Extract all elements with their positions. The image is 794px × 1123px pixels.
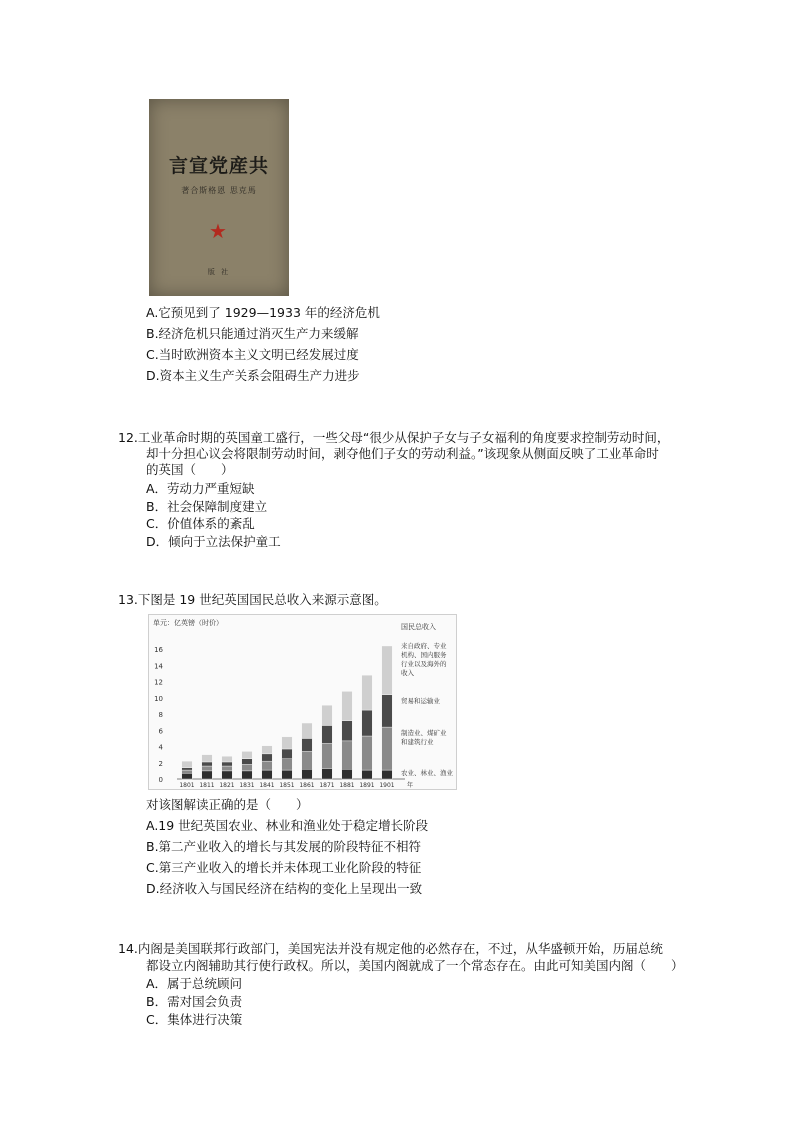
x-tick-label: 1831 xyxy=(239,782,255,789)
x-tick-label: 1851 xyxy=(279,782,295,789)
bar-segment xyxy=(202,755,212,762)
q13-option-b: B.第二产业收入的增长与其发展的阶段特征不相符 xyxy=(146,839,422,854)
q11-option-c: C.当时欧洲资本主义文明已经发展过度 xyxy=(146,347,359,362)
bar-segment xyxy=(362,770,372,779)
bar-segment xyxy=(362,675,372,710)
x-tick-label: 1841 xyxy=(259,782,275,789)
legend-manufacturing-label: 制造业、煤矿业和建筑行业 xyxy=(401,729,447,746)
q12-option-c: C．价值体系的紊乱 xyxy=(146,516,255,531)
legend-agriculture-label: 农业、林业、渔业 xyxy=(401,769,453,777)
bar-segment xyxy=(182,761,192,767)
x-axis-suffix: 年 xyxy=(407,782,414,789)
bar-segment xyxy=(282,737,292,749)
x-tick-label: 1891 xyxy=(359,782,375,789)
bar-segment xyxy=(242,751,252,758)
bar-segment xyxy=(362,736,372,770)
q12-option-d: D．倾向于立法保护童工 xyxy=(146,534,281,549)
bar-segment xyxy=(322,725,332,743)
bar-segment xyxy=(322,705,332,725)
y-tick-label: 0 xyxy=(158,776,163,784)
q12-option-a: A．劳动力严重短缺 xyxy=(146,481,255,496)
bar-segment xyxy=(342,769,352,779)
book-publisher: 版 社 xyxy=(207,268,231,276)
q14-option-a: A．属于总统顾问 xyxy=(146,976,243,991)
q12-option-b: B．社会保障制度建立 xyxy=(146,499,268,514)
income-chart xyxy=(148,614,457,790)
bar-segment xyxy=(382,770,392,779)
bar-segment xyxy=(182,773,192,779)
bar-segment xyxy=(302,769,312,779)
bar-segment xyxy=(222,756,232,762)
y-tick-label: 10 xyxy=(154,694,163,703)
red-star-icon: ★ xyxy=(209,219,227,243)
q13-stem: 13.下图是 19 世纪英国国民总收入来源示意图。 xyxy=(118,592,387,607)
bar-segment xyxy=(322,768,332,779)
y-tick-label: 6 xyxy=(158,727,163,736)
q11-option-d: D.资本主义生产关系会阻碍生产力进步 xyxy=(146,368,360,383)
x-tick-label: 1861 xyxy=(299,782,315,789)
bar-segment xyxy=(182,770,192,773)
bar-segment xyxy=(262,770,272,779)
q13-question: 对该图解读正确的是（ ） xyxy=(146,797,309,812)
bar-segment xyxy=(242,759,252,765)
y-tick-label: 14 xyxy=(154,662,163,671)
bar-segment xyxy=(222,762,232,766)
legend-trade-label: 贸易和运输业 xyxy=(401,697,440,705)
bar-segment xyxy=(322,743,332,768)
bar-segment xyxy=(282,749,292,759)
q14-option-c: C．集体进行决策 xyxy=(146,1012,243,1027)
bar-segment xyxy=(282,770,292,779)
bar-segment xyxy=(342,691,352,720)
bar-segment xyxy=(202,762,212,766)
bar-segment xyxy=(302,751,312,769)
y-tick-label: 4 xyxy=(158,743,163,752)
q11-option-b: B.经济危机只能通过消灭生产力来缓解 xyxy=(146,326,359,341)
bar-segment xyxy=(342,721,352,741)
bar-segment xyxy=(182,768,192,770)
q14-option-b: B．需对国会负责 xyxy=(146,994,243,1009)
chart-unit-label: 单元：亿英镑（时价） xyxy=(153,619,223,627)
book-authors: 著合斯格恩 思克馬 xyxy=(181,186,257,195)
bar-segment xyxy=(362,710,372,736)
q12-stem-line-2: 却十分担心议会将限制劳动时间，剥夺他们子女的劳动利益。”该现象从侧面反映了工业革命时 xyxy=(146,446,659,461)
bar-segment xyxy=(262,754,272,761)
q13-option-d: D.经济收入与国民经济在结构的变化上呈现出一致 xyxy=(146,881,423,896)
bar-segment xyxy=(302,723,312,738)
bar-segment xyxy=(382,695,392,727)
bar-segment xyxy=(202,766,212,771)
bar-segment xyxy=(242,771,252,779)
x-tick-label: 1871 xyxy=(319,782,335,789)
bar-segment xyxy=(302,738,312,751)
legend-service-label: 来自政府、专业机构、国内服务行业以及海外的收入 xyxy=(401,642,447,677)
book-title: 言宣党産共 xyxy=(168,155,269,177)
book-cover-image xyxy=(149,99,289,296)
y-tick-label: 12 xyxy=(154,678,163,687)
bar-segment xyxy=(202,771,212,779)
q13-option-c: C.第三产业收入的增长并未体现工业化阶段的特征 xyxy=(146,860,422,875)
bar-segment xyxy=(382,646,392,695)
bar-segment xyxy=(382,727,392,770)
y-tick-label: 8 xyxy=(158,711,163,720)
bar-segment xyxy=(262,746,272,754)
y-tick-label: 2 xyxy=(158,759,163,768)
q12-stem-line-3: 的英国（ ） xyxy=(146,462,234,477)
x-tick-label: 1901 xyxy=(379,782,395,789)
q14-stem-line-1: 14.内阁是美国联邦行政部门，美国宪法并没有规定他的必然存在，不过，从华盛顿开始，历届总统 xyxy=(118,941,663,956)
q14-stem-line-2: 都设立内阁辅助其行使行政权。所以，美国内阁就成了一个常态存在。由此可知美国内阁（ ） xyxy=(146,958,684,973)
q13-option-a: A.19 世纪英国农业、林业和渔业处于稳定增长阶段 xyxy=(146,818,429,833)
legend-total-label: 国民总收入 xyxy=(401,623,436,631)
bar-segment xyxy=(222,771,232,779)
q11-option-a: A.它预见到了 1929—1933 年的经济危机 xyxy=(146,305,380,320)
bar-segment xyxy=(222,766,232,771)
x-tick-label: 1811 xyxy=(199,782,215,789)
bar-segment xyxy=(242,764,252,770)
income-chart-svg xyxy=(149,615,456,789)
x-tick-label: 1801 xyxy=(179,782,195,789)
q12-stem-line-1: 12.工业革命时期的英国童工盛行，一些父母“很少从保护子女与子女福利的角度要求控制劳动时间， xyxy=(118,430,670,445)
x-tick-label: 1821 xyxy=(219,782,235,789)
bar-segment xyxy=(342,741,352,769)
bar-segment xyxy=(262,761,272,770)
y-tick-label: 16 xyxy=(154,646,163,655)
x-tick-label: 1881 xyxy=(339,782,355,789)
bar-segment xyxy=(282,759,292,770)
